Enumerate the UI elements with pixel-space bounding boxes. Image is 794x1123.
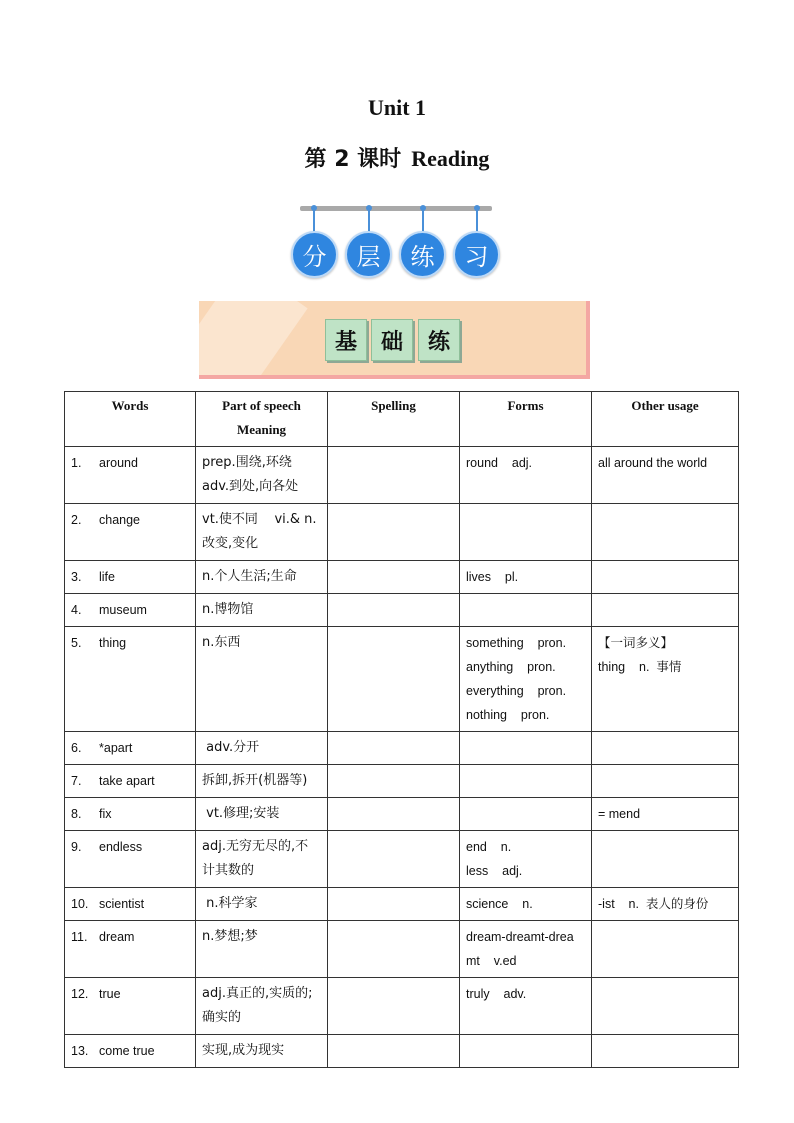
other-usage-cell [592, 765, 739, 798]
word-cell [65, 888, 196, 921]
lesson-title-zh: 第 2 课时 [304, 147, 402, 172]
other-usage-cell [592, 561, 739, 594]
meaning-cell [196, 798, 328, 831]
table-row [65, 627, 739, 732]
meaning-cell [196, 447, 328, 504]
other-usage-cell [592, 921, 739, 978]
table-row [65, 504, 739, 561]
meaning-cell-line: n.个人生活;生命 [202, 569, 297, 584]
row-number: 3. [71, 570, 82, 584]
spelling-cell[interactable] [328, 447, 460, 504]
word-text: scientist [99, 897, 145, 911]
table-row [65, 732, 739, 765]
meaning-cell [196, 831, 328, 888]
table-row [65, 888, 739, 921]
other-usage-cell [592, 504, 739, 561]
badge-rivet [420, 205, 426, 211]
header-meaning: Meaning [236, 422, 287, 437]
meaning-cell-line: n.科学家 [202, 896, 258, 911]
forms-cell [460, 627, 592, 732]
spelling-cell[interactable] [328, 978, 460, 1035]
lesson-title [0, 142, 794, 173]
meaning-cell [196, 627, 328, 732]
badge-rivet [366, 205, 372, 211]
word-cell [65, 765, 196, 798]
meaning-cell-line: 改变,变化 [202, 536, 259, 551]
badge-rivet [311, 205, 317, 211]
lesson-title-en: Reading [411, 146, 490, 171]
word-cell [65, 1035, 196, 1068]
meaning-cell-line: n.东西 [202, 635, 241, 650]
table-row [65, 594, 739, 627]
word-text: take apart [99, 774, 155, 788]
other-usage-cell-line: all around the world [598, 456, 708, 470]
basic-practice-banner [199, 301, 590, 379]
badge-rivet [474, 205, 480, 211]
row-number: 7. [71, 774, 82, 788]
other-usage-cell-line: = mend [598, 807, 641, 821]
row-number: 5. [71, 636, 82, 650]
banner-char: 练 [418, 319, 460, 361]
table-row [65, 921, 739, 978]
meaning-cell-line: n.博物馆 [202, 602, 254, 617]
meaning-cell [196, 504, 328, 561]
other-usage-cell-line: 【一词多义】 [598, 636, 674, 650]
meaning-cell-line: n.梦想;梦 [202, 929, 258, 944]
section-badge: 练 [399, 231, 446, 278]
row-number: 9. [71, 840, 82, 854]
word-cell [65, 921, 196, 978]
spelling-cell[interactable] [328, 831, 460, 888]
badge-rail [300, 206, 492, 211]
header-spelling: Spelling [328, 392, 460, 447]
forms-cell [460, 978, 592, 1035]
word-text: thing [99, 636, 127, 650]
word-cell [65, 561, 196, 594]
forms-cell [460, 888, 592, 921]
other-usage-cell [592, 732, 739, 765]
meaning-cell [196, 978, 328, 1035]
forms-cell-line: science n. [466, 897, 533, 911]
meaning-cell-line: vt.使不同 vi.& n. [202, 512, 317, 527]
table-row [65, 831, 739, 888]
other-usage-cell [592, 798, 739, 831]
forms-cell-line: nothing pron. [466, 708, 550, 722]
meaning-cell [196, 921, 328, 978]
meaning-cell-line: adj.真正的,实质的; [202, 986, 313, 1001]
word-text: museum [99, 603, 147, 617]
table-row [65, 447, 739, 504]
section-badge: 层 [345, 231, 392, 278]
forms-cell-line: truly adv. [466, 987, 527, 1001]
header-pos-meaning [196, 392, 328, 447]
word-text: *apart [99, 741, 133, 755]
word-text: dream [99, 930, 135, 944]
spelling-cell[interactable] [328, 1035, 460, 1068]
table-header-row [65, 392, 739, 447]
forms-cell-line: round adj. [466, 456, 533, 470]
spelling-cell[interactable] [328, 504, 460, 561]
spelling-cell[interactable] [328, 888, 460, 921]
spelling-cell[interactable] [328, 798, 460, 831]
header-pos: Part of speech [222, 398, 301, 413]
row-number: 2. [71, 513, 82, 527]
forms-cell [460, 504, 592, 561]
meaning-cell-line: 计其数的 [202, 863, 255, 878]
meaning-cell [196, 765, 328, 798]
word-cell [65, 732, 196, 765]
meaning-cell-line: 实现,成为现实 [202, 1043, 285, 1058]
other-usage-cell [592, 831, 739, 888]
table-row [65, 765, 739, 798]
other-usage-cell [592, 627, 739, 732]
meaning-cell-line: adv.到处,向各处 [202, 479, 299, 494]
forms-cell [460, 765, 592, 798]
word-cell [65, 504, 196, 561]
forms-cell [460, 1035, 592, 1068]
meaning-cell [196, 594, 328, 627]
table-row [65, 561, 739, 594]
word-cell [65, 978, 196, 1035]
table-row [65, 798, 739, 831]
meaning-cell-line: adj.无穷无尽的,不 [202, 839, 309, 854]
meaning-cell [196, 1035, 328, 1068]
vocabulary-table [64, 391, 739, 1068]
meaning-cell [196, 561, 328, 594]
forms-cell [460, 831, 592, 888]
other-usage-cell [592, 888, 739, 921]
section-badge: 分 [291, 231, 338, 278]
spelling-cell[interactable] [328, 627, 460, 732]
banner-char: 础 [371, 319, 413, 361]
forms-cell [460, 921, 592, 978]
other-usage-cell [592, 1035, 739, 1068]
word-text: around [99, 456, 138, 470]
table-row [65, 978, 739, 1035]
meaning-cell-line: 确实的 [202, 1010, 242, 1025]
other-usage-cell [592, 594, 739, 627]
forms-cell-line: dream-dreamt-drea [466, 930, 574, 944]
row-number: 1. [71, 456, 82, 470]
forms-cell-line: mt v.ed [466, 954, 517, 968]
other-usage-cell [592, 447, 739, 504]
table-row [65, 1035, 739, 1068]
forms-cell-line: end n. [466, 840, 512, 854]
section-badge: 习 [453, 231, 500, 278]
forms-cell [460, 594, 592, 627]
spelling-cell[interactable] [328, 594, 460, 627]
meaning-cell [196, 732, 328, 765]
header-other-usage: Other usage [592, 392, 739, 447]
forms-cell-line: less adj. [466, 864, 523, 878]
word-cell [65, 447, 196, 504]
word-text: fix [99, 807, 112, 821]
header-forms: Forms [460, 392, 592, 447]
other-usage-cell-line: thing n. 事情 [598, 660, 682, 674]
forms-cell-line: lives pl. [466, 570, 519, 584]
word-cell [65, 798, 196, 831]
spelling-cell[interactable] [328, 732, 460, 765]
header-words: Words [65, 392, 196, 447]
unit-title: Unit 1 [367, 95, 427, 120]
spelling-cell[interactable] [328, 765, 460, 798]
word-cell [65, 831, 196, 888]
forms-cell [460, 561, 592, 594]
forms-cell [460, 798, 592, 831]
meaning-cell-line: 拆卸,拆开(机器等) [202, 773, 308, 788]
forms-cell [460, 447, 592, 504]
forms-cell [460, 732, 592, 765]
word-text: life [99, 570, 115, 584]
spelling-cell[interactable] [328, 561, 460, 594]
other-usage-cell [592, 978, 739, 1035]
word-text: come true [99, 1044, 155, 1058]
meaning-cell-line: vt.修理;安装 [202, 806, 280, 821]
row-number: 13. [71, 1044, 89, 1058]
banner-char: 基 [325, 319, 367, 361]
word-cell [65, 594, 196, 627]
other-usage-cell-line: -ist n. 表人的身份 [598, 897, 709, 911]
row-number: 10. [71, 897, 89, 911]
row-number: 11. [71, 930, 88, 944]
row-number: 4. [71, 603, 82, 617]
forms-cell-line: something pron. [466, 636, 567, 650]
meaning-cell-line: adv.分开 [202, 740, 260, 755]
meaning-cell [196, 888, 328, 921]
meaning-cell-line: prep.围绕,环绕 [202, 455, 292, 470]
row-number: 12. [71, 987, 89, 1001]
banner-decoration [199, 301, 308, 379]
row-number: 8. [71, 807, 82, 821]
row-number: 6. [71, 741, 82, 755]
word-text: endless [99, 840, 143, 854]
word-text: change [99, 513, 141, 527]
forms-cell-line: everything pron. [466, 684, 567, 698]
word-cell [65, 627, 196, 732]
word-text: true [99, 987, 121, 1001]
spelling-cell[interactable] [328, 921, 460, 978]
forms-cell-line: anything pron. [466, 660, 556, 674]
